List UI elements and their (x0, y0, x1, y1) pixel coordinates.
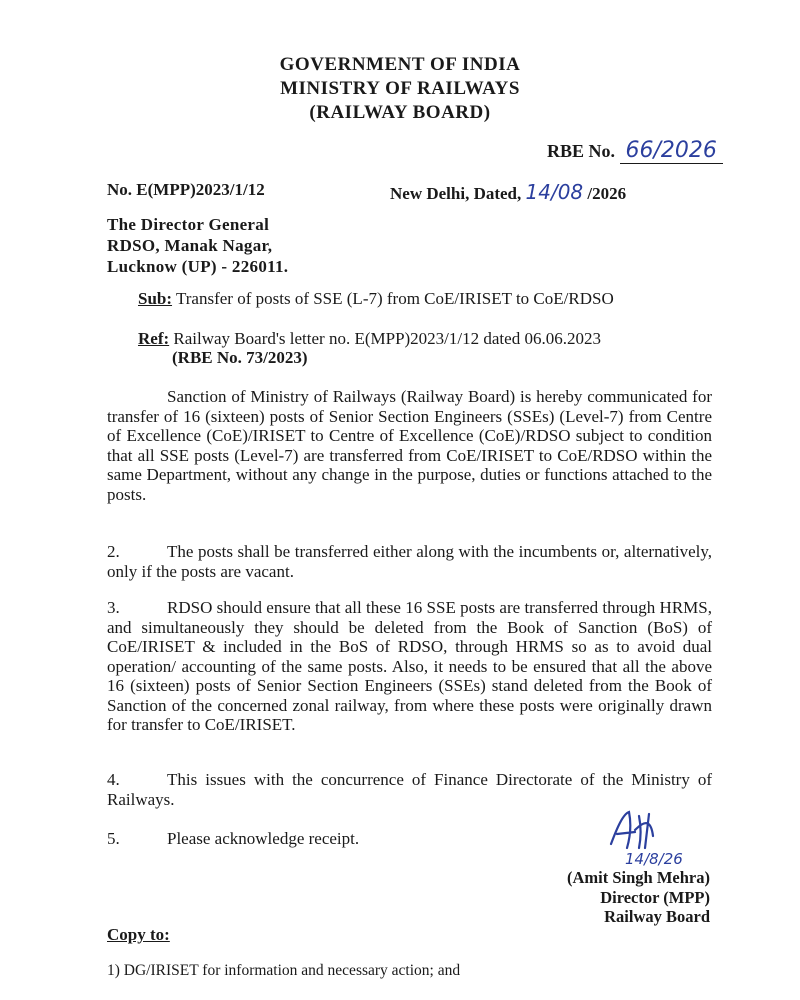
signatory-designation: Director (MPP) (600, 888, 710, 907)
header-ministry: MINISTRY OF RAILWAYS (280, 78, 520, 99)
signatory-office: Railway Board (604, 907, 710, 926)
paragraph-1: Sanction of Ministry of Railways (Railway Board) is hereby communicated for transfer of 16 (sixteen) posts of Senior Section Engineers (SSEs) (Level-7) from Centre of Excellence (CoE)/IRISET to Centre of Excellence (CoE)/RDSO subject to condition that all SSE posts (Level-7) are transferred from CoE/IRISET to CoE/RDSO within the same Department, without any change in the purpose, duties or functions attached to the posts. (107, 387, 712, 504)
paragraph-3-text: RDSO should ensure that all these 16 SSE posts are transferred through HRMS, and simultaneously they should be deleted from the Book of Sanction (BoS) of CoE/IRISET & included in the BoS of RDSO, through HRMS so as to avoid dual operation/ accounting of the same posts. Also, it needs to be ensured that all the above 16 (sixteen) posts of Senior Section Engineers (SSEs) stand deleted from the Book of Sanction of the concerned zonal railway, from where these posts were originally drawn for transfer to CoE/IRISET. (107, 598, 712, 734)
paragraph-2 (107, 542, 712, 581)
reference-line (138, 329, 601, 349)
subject-label: Sub: (138, 289, 173, 308)
subject-line (138, 289, 614, 309)
paragraph-3 (107, 598, 712, 735)
addressee-line2: RDSO, Manak Nagar, (107, 236, 273, 255)
dated-year: /2026 (587, 184, 627, 203)
subject-text: Transfer of posts of SSE (L-7) from CoE/IRISET to CoE/RDSO (172, 289, 614, 308)
rbe-handwritten-number: 66/2026 (620, 138, 723, 164)
paragraph-4-text: This issues with the concurrence of Finance Directorate of the Ministry of Railways. (107, 770, 712, 809)
paragraph-5-text: Please acknowledge receipt. (167, 829, 360, 848)
reference-label: Ref: (138, 329, 170, 348)
signature-date: 14/8/26 (625, 850, 683, 868)
file-number: No. E(MPP)2023/1/12 (107, 180, 265, 199)
copy-to-item-1: 1) DG/IRISET for information and necessary action; and (107, 962, 461, 979)
paragraph-4 (107, 770, 712, 809)
paragraph-4-number: 4. (107, 770, 120, 789)
paragraph-2-number: 2. (107, 542, 120, 561)
handwritten-signature (605, 808, 715, 868)
addressee-line3: Lucknow (UP) - 226011. (107, 257, 289, 276)
rbe-label: RBE No. (547, 141, 616, 161)
copy-to-label: Copy to: (107, 925, 170, 944)
dated-line (390, 180, 626, 204)
signatory-name: (Amit Singh Mehra) (567, 868, 710, 887)
addressee-line1: The Director General (107, 215, 270, 234)
dated-handwritten: 14/08 (525, 180, 584, 204)
header-board: (RAILWAY BOARD) (309, 102, 491, 123)
paragraph-3-number: 3. (107, 598, 120, 617)
dated-label: New Delhi, Dated, (390, 184, 522, 203)
paragraph-2-text: The posts shall be transferred either along with the incumbents or, alternatively, only if the posts are vacant. (107, 542, 712, 581)
paragraph-5-number: 5. (107, 829, 120, 848)
rbe-number (547, 138, 723, 163)
header-government: GOVERNMENT OF INDIA (279, 54, 521, 75)
reference-rbe: (RBE No. 73/2023) (172, 348, 308, 367)
reference-text: Railway Board's letter no. E(MPP)2023/1/12 dated 06.06.2023 (169, 329, 601, 348)
